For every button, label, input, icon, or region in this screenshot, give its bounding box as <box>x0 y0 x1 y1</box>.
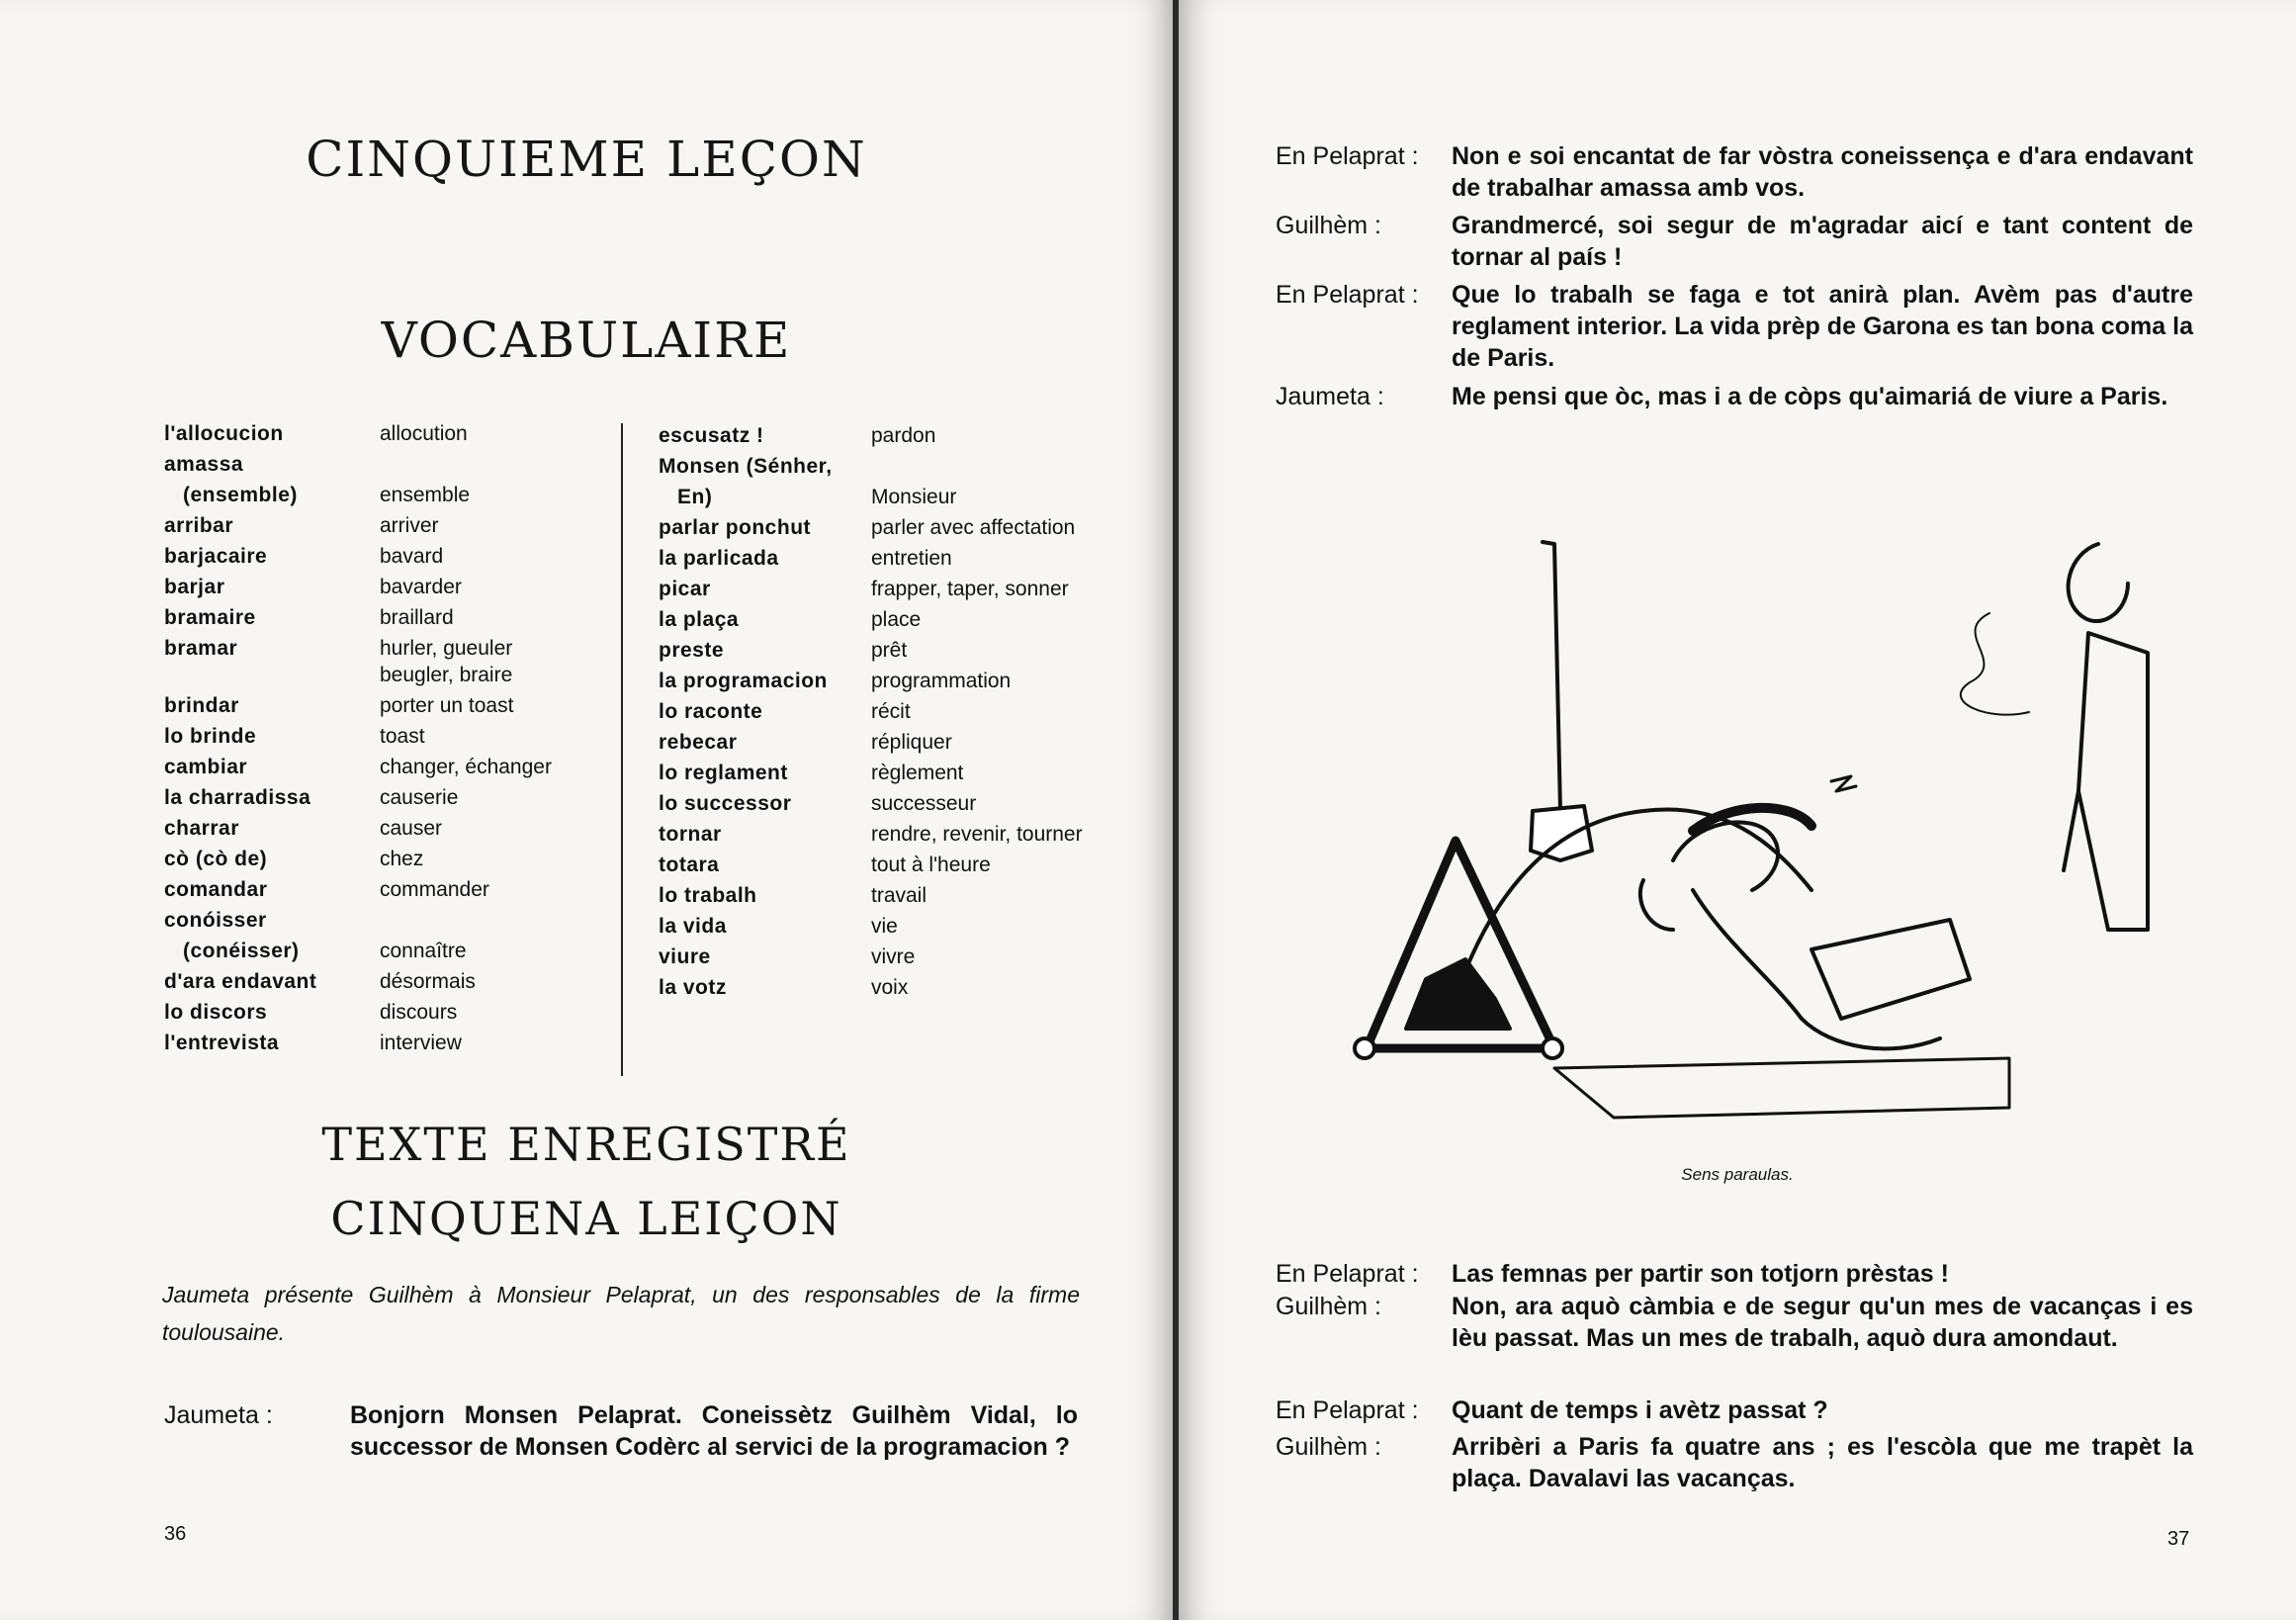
smoke <box>1961 613 2029 715</box>
vocab-definition: commander <box>380 878 489 901</box>
vocab-term: viure <box>659 945 711 968</box>
vocab-definition: interview <box>380 1032 462 1054</box>
dialogue-line <box>164 1399 1084 1463</box>
speaker: Guilhèm : <box>1276 1293 1381 1320</box>
vocab-term: barjacaire <box>164 545 268 568</box>
vocab-term: brindar <box>164 694 239 717</box>
vocab-row <box>164 635 599 688</box>
vocab-term: la programacion <box>659 670 828 692</box>
vocab-definition: récit <box>871 700 911 723</box>
vocab-definition: désormais <box>380 970 476 993</box>
line: Arribèri a Paris fa quatre ans ; es l'escòla que me trapèt la plaça. Davalavi las vacanças. <box>1452 1433 2193 1492</box>
vocab-row <box>659 606 1113 633</box>
vocab-row <box>164 846 599 872</box>
vocab-term: charrar <box>164 817 239 840</box>
vocab-row <box>659 852 1113 878</box>
vocab-term: d'ara endavant <box>164 970 317 993</box>
vocab-definition: discours <box>380 1001 458 1024</box>
vocab-row <box>164 754 599 780</box>
page-number: 36 <box>164 1523 187 1545</box>
intro-text: Jaumeta présente Guilhèm à Monsieur Pelaprat, un des responsables de la firme toulousaine. <box>162 1282 1080 1345</box>
vocab-row <box>164 938 599 964</box>
vocab-definition <box>871 453 1099 480</box>
vocab-definition: causer <box>380 817 443 840</box>
vocab-term: conóisser <box>164 909 267 932</box>
vocab-term: preste <box>659 639 725 662</box>
vocab-term: bramaire <box>164 606 256 629</box>
vocab-row <box>164 907 599 934</box>
vocab-list-right <box>659 422 1113 1005</box>
vocab-term: lo trabalh <box>659 884 757 907</box>
vocab-definition: frapper, taper, sonner <box>871 578 1069 600</box>
vocab-row <box>164 723 599 750</box>
vocab-row <box>659 545 1113 572</box>
vocab-term: barjar <box>164 576 225 598</box>
speaker: En Pelaprat : <box>1276 142 1419 170</box>
speaker: Guilhèm : <box>1276 1433 1381 1461</box>
vocab-row <box>164 784 599 811</box>
vocab-term: lo raconte <box>659 700 763 723</box>
vocab-row <box>659 729 1113 756</box>
vocab-row <box>164 543 599 570</box>
speaker: Guilhèm : <box>1276 212 1381 239</box>
line: Bonjorn Monsen Pelaprat. Coneissètz Guilhèm Vidal, lo successor de Monsen Codèrc al servici de la programacion ? <box>350 1401 1078 1461</box>
shovel-handle <box>1543 542 1560 811</box>
vocab-term: comandar <box>164 878 268 901</box>
dialogue-line <box>1276 140 2195 204</box>
vocab-term: escusatz ! <box>659 424 764 447</box>
zz-mark <box>1831 776 1856 791</box>
vocab-definition: vivre <box>871 945 916 968</box>
vocab-column-divider <box>621 423 623 1076</box>
worker-body <box>1693 890 1940 1048</box>
vocab-row <box>659 974 1113 1001</box>
vocab-row <box>164 604 599 631</box>
vocab-definition: voix <box>871 976 909 999</box>
vocab-term: lo reglament <box>659 762 788 784</box>
dirt-pile <box>1446 809 1811 1029</box>
vocab-row <box>659 790 1113 817</box>
vocab-term: la vida <box>659 915 727 938</box>
worker-legs <box>1811 920 1970 1019</box>
vocab-definition: Monsieur <box>871 486 957 508</box>
line: Non e soi encantat de far vòstra coneissença e d'ara endavant de trabalhar amassa amb vos. <box>1452 142 2193 202</box>
vocab-term: lo successor <box>659 792 792 815</box>
dialogue-line <box>1276 1258 2195 1290</box>
vocab-row <box>164 692 599 719</box>
vocab-definition: règlement <box>871 762 964 784</box>
vocab-term: totara <box>659 854 720 876</box>
worker-arm <box>1640 880 1673 930</box>
vocab-definition: hurler, gueuler beugler, braire <box>380 637 513 686</box>
vocab-term: lo brinde <box>164 725 257 748</box>
dialogue-line <box>1276 210 2195 273</box>
vocab-term: amassa <box>164 453 244 476</box>
vocab-row <box>164 1030 599 1056</box>
vocab-list-left <box>164 420 599 1060</box>
vocab-row <box>659 576 1113 602</box>
vocab-definition: pardon <box>871 424 936 447</box>
vocab-definition: toast <box>380 725 425 748</box>
vocab-definition: vie <box>871 915 898 938</box>
vocab-term: (ensemble) <box>164 484 298 506</box>
vocab-term: cambiar <box>164 756 248 778</box>
vocab-row <box>659 453 1113 480</box>
vocab-row <box>659 821 1113 848</box>
right-page <box>1179 0 2296 1620</box>
dialogue-line <box>1276 1431 2195 1494</box>
vocab-row <box>659 514 1113 541</box>
vocab-row <box>164 968 599 995</box>
line: Non, ara aquò càmbia e de segur qu'un mes de vacanças i es lèu passat. Mas un mes de trabalh, aquò dura amondaut. <box>1452 1293 2193 1352</box>
vocab-definition: ensemble <box>380 484 471 506</box>
cartoon-caption: Sens paraulas. <box>1681 1165 1794 1184</box>
vocab-definition: arriver <box>380 514 439 537</box>
line: Las femnas per partir son totjorn prèstas ! <box>1452 1260 1949 1288</box>
dialogue-line <box>1276 381 2195 412</box>
vocab-definition: changer, échanger <box>380 756 552 778</box>
vocab-row <box>164 999 599 1026</box>
vocab-definition: entretien <box>871 547 952 570</box>
vocab-term: la charradissa <box>164 786 311 809</box>
standing-man-head <box>2069 544 2128 621</box>
vocab-row <box>659 484 1113 510</box>
vocab-term: bramar <box>164 637 238 660</box>
vocab-row <box>659 422 1113 449</box>
line: Que lo trabalh se faga e tot anirà plan. Avèm pas d'autre reglament interior. La vida prèp de Garona es tan bona coma la de Paris. <box>1452 281 2193 372</box>
dialogue-line <box>1276 1291 2195 1354</box>
dialogue-line <box>1276 279 2195 374</box>
vocab-definition: rendre, revenir, tourner <box>871 823 1083 846</box>
standing-man-body <box>2078 633 2148 930</box>
vocab-definition: travail <box>871 884 927 907</box>
vocab-row <box>164 574 599 600</box>
page-number: 37 <box>2167 1528 2190 1550</box>
text-heading-1: TEXTE ENREGISTRÉ <box>321 1118 851 1171</box>
speaker: En Pelaprat : <box>1276 1260 1419 1288</box>
vocab-row <box>659 760 1113 786</box>
vocab-term: Monsen (Sénher, <box>659 455 833 478</box>
vocab-term: (conéisser) <box>164 940 300 962</box>
speaker: Jaumeta : <box>1276 383 1384 410</box>
vocab-row <box>659 944 1113 970</box>
vocab-definition: tout à l'heure <box>871 854 991 876</box>
line: Me pensi que òc, mas i a de còps qu'aimariá de viure a Paris. <box>1452 383 2168 410</box>
vocab-definition: causerie <box>380 786 459 809</box>
vocab-row <box>659 913 1113 940</box>
vocab-row <box>659 698 1113 725</box>
cartoon-illustration <box>1258 465 2227 1147</box>
vocab-term: lo discors <box>164 1001 268 1024</box>
standing-man-arm <box>2064 791 2078 870</box>
vocab-row <box>164 451 599 478</box>
vocab-term: picar <box>659 578 711 600</box>
text-heading-2: CINQUENA LEIÇON <box>330 1192 842 1245</box>
vocab-term: rebecar <box>659 731 738 754</box>
vocab-heading: VOCABULAIRE <box>381 312 792 369</box>
vocab-term: la plaça <box>659 608 740 631</box>
vocab-term: arribar <box>164 514 234 537</box>
vocab-term: la parlicada <box>659 547 779 570</box>
vocab-term: la votz <box>659 976 727 999</box>
speaker: Jaumeta : <box>164 1401 273 1429</box>
speaker: En Pelaprat : <box>1276 281 1419 309</box>
vocab-row <box>164 512 599 539</box>
vocab-definition: braillard <box>380 606 454 629</box>
vocab-definition: allocution <box>380 422 468 445</box>
vocab-definition: répliquer <box>871 731 952 754</box>
vocab-definition: programmation <box>871 670 1012 692</box>
vocab-row <box>164 482 599 508</box>
figure-in-triangle <box>1406 959 1510 1029</box>
vocab-definition: connaître <box>380 940 467 962</box>
vocab-row <box>164 815 599 842</box>
vocab-row <box>659 882 1113 909</box>
vocab-definition: porter un toast <box>380 694 514 717</box>
vocab-row <box>164 420 599 447</box>
vocab-definition: successeur <box>871 792 977 815</box>
vocab-term: En) <box>659 486 713 508</box>
vocab-definition: chez <box>380 848 424 870</box>
vocab-term: parlar ponchut <box>659 516 812 539</box>
vocab-row <box>164 876 599 903</box>
vocab-definition: place <box>871 608 922 631</box>
vocab-definition: parler avec affectation <box>871 516 1076 539</box>
speaker: En Pelaprat : <box>1276 1396 1419 1424</box>
vocab-definition <box>380 451 577 478</box>
hole <box>1554 1058 2009 1118</box>
vocab-term: tornar <box>659 823 722 846</box>
vocab-definition: prêt <box>871 639 908 662</box>
vocab-term: l'allocucion <box>164 422 284 445</box>
line: Quant de temps i avètz passat ? <box>1452 1396 1828 1424</box>
vocab-term: l'entrevista <box>164 1032 280 1054</box>
dialogue-line <box>1276 1395 2195 1426</box>
vocab-row <box>659 637 1113 664</box>
vocab-definition: bavarder <box>380 576 462 598</box>
line: Grandmercé, soi segur de m'agradar aicí e tant content de tornar al país ! <box>1452 212 2193 271</box>
vocab-definition <box>380 907 577 934</box>
shovel-blade <box>1531 806 1592 860</box>
lesson-title: CINQUIEME LEÇON <box>306 131 867 188</box>
vocab-term: cò (cò de) <box>164 848 268 870</box>
vocab-definition: bavard <box>380 545 444 568</box>
vocab-row <box>659 668 1113 694</box>
